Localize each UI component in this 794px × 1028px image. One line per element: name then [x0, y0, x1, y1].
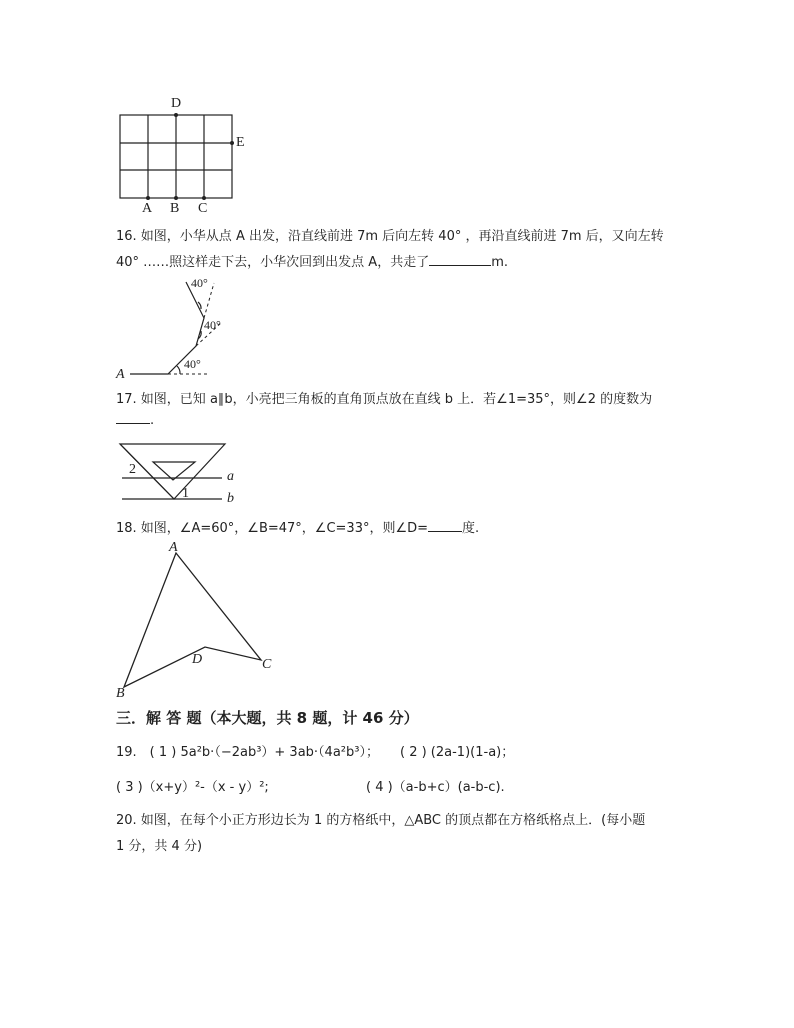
- question-19-part-1: 19. ( 1 ) 5a²b·（−2ab³）+ 3ab·（4a²b³）；: [116, 745, 379, 760]
- line-label-a: a: [227, 469, 234, 484]
- point-label-e: E: [236, 135, 245, 150]
- question-17-period: .: [150, 413, 155, 428]
- vertex-label-d: D: [192, 652, 203, 667]
- question-19-part-2: ( 2 ) (2a-1)(1-a)；: [400, 745, 515, 760]
- angle-label-bottom: 40°: [184, 357, 201, 371]
- vertex-label-b: B: [116, 686, 125, 701]
- section-3-heading: 三．解 答 题（本大题，共 8 题，计 46 分）: [116, 709, 419, 727]
- question-16-unit: m.: [491, 255, 508, 270]
- vertex-label-c: C: [262, 657, 272, 672]
- question-20-line-1: 20. 如图，在每个小正方形边长为 1 的方格纸中，△ABC 的顶点都在方格纸格点上．(每小题: [116, 813, 646, 828]
- question-16-line-1: 16. 如图，小华从点 A 出发，沿直线前进 7m 后向左转 40° ，再沿直线前进 7m 后，又向左转: [116, 229, 664, 244]
- question-17-line-1: 17. 如图，已知 a∥b，小亮把三角板的直角顶点放在直线 b 上．若∠1=35°，则∠2 的度数为: [116, 392, 653, 407]
- line-label-b: b: [227, 491, 234, 506]
- question-20-line-2: 1 分，共 4 分): [116, 839, 203, 854]
- vertex-label-a: A: [169, 540, 178, 555]
- point-label-a: A: [142, 201, 153, 216]
- point-label-d: D: [171, 96, 182, 111]
- question-19-part-3: ( 3 )（x+y）²-（x - y）²;: [116, 780, 269, 795]
- angle-label-2: 2: [129, 462, 136, 477]
- question-18-text: 18. 如图，∠A=60°，∠B=47°，∠C=33°，则∠D=: [116, 521, 429, 536]
- point-label-b: B: [170, 201, 180, 216]
- angle-label-top: 40°: [191, 276, 208, 290]
- point-label-c: C: [198, 201, 208, 216]
- point-label-a-start: A: [116, 367, 125, 382]
- question-18-unit: 度.: [462, 521, 480, 536]
- angle-label-1: 1: [182, 486, 189, 501]
- question-16-text: 40° ……照这样走下去，小华次回到出发点 A，共走了: [116, 255, 430, 270]
- question-19-part-4: ( 4 )（a-b+c）(a-b-c).: [366, 780, 505, 795]
- angle-label-middle: 40°: [204, 318, 221, 332]
